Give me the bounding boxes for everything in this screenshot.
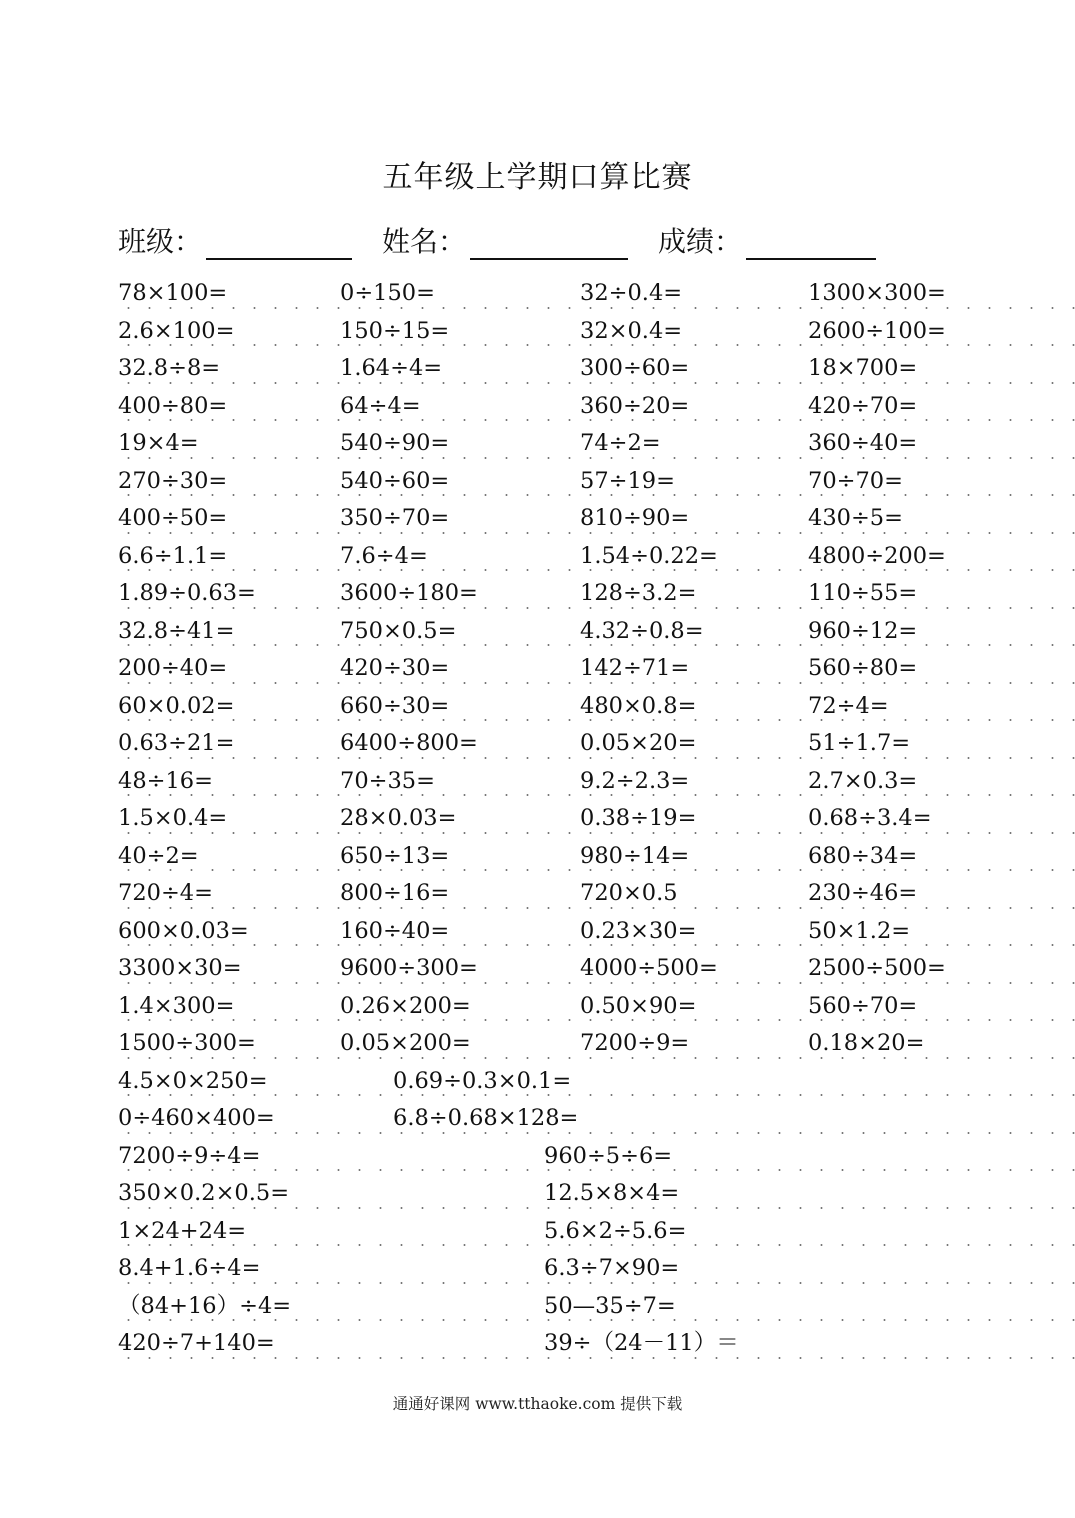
problem-item xyxy=(808,425,919,463)
problem-row xyxy=(0,313,1075,351)
problem-item xyxy=(118,838,201,876)
problem-text: 50×1.2= xyxy=(808,917,911,944)
problem-row xyxy=(0,538,1075,576)
problem-item xyxy=(118,763,215,801)
problem-item xyxy=(808,575,919,613)
problem-text: 560÷80= xyxy=(808,655,918,681)
problem-text: 1.4×300= xyxy=(118,992,235,1019)
problem-text: 420÷70= xyxy=(808,392,918,419)
problem-item xyxy=(340,725,480,763)
problem-text: 9.2÷2.3= xyxy=(580,767,690,794)
problem-text: 800÷16= xyxy=(340,880,450,906)
problem-item xyxy=(118,650,229,688)
problem-item xyxy=(118,688,236,726)
problem-text: 720×0.5 xyxy=(580,880,678,906)
problem-text: 74÷2= xyxy=(580,430,661,456)
problem-item xyxy=(580,763,691,801)
problem-text: 3600÷180= xyxy=(340,580,478,606)
problem-item xyxy=(340,875,451,913)
problem-text: 72÷4= xyxy=(808,692,889,719)
problem-item xyxy=(808,688,891,726)
problem-item xyxy=(118,575,258,613)
problem-item xyxy=(808,1025,926,1063)
problem-item xyxy=(808,613,919,651)
problem-item xyxy=(580,538,720,576)
problem-text: 2.6×100= xyxy=(118,317,235,344)
problem-item xyxy=(808,538,948,576)
page-title: 五年级上学期口算比赛 xyxy=(382,160,693,195)
problem-row xyxy=(0,1025,1075,1063)
problem-text: 750×0.5= xyxy=(340,617,457,644)
problem-item xyxy=(808,800,934,838)
problem-text: 200÷40= xyxy=(118,655,228,681)
problem-item xyxy=(808,350,919,388)
problem-item xyxy=(580,838,691,876)
problem-item xyxy=(580,913,698,951)
problem-text: 400÷50= xyxy=(118,505,228,531)
problem-row xyxy=(0,1325,1075,1363)
problem-item xyxy=(580,463,677,501)
problem-text: 2.7×0.3= xyxy=(808,767,918,794)
problem-text: 0.50×90= xyxy=(580,992,697,1019)
problem-item xyxy=(118,1325,277,1363)
problem-row xyxy=(0,613,1075,651)
problem-row xyxy=(0,688,1075,726)
problem-item xyxy=(580,275,684,313)
problem-item xyxy=(544,1250,681,1288)
problem-item xyxy=(118,725,236,763)
problem-text: 128÷3.2= xyxy=(580,580,697,606)
problem-text: 64÷4= xyxy=(340,392,421,419)
problem-item xyxy=(340,313,451,351)
problem-row xyxy=(0,650,1075,688)
problem-item xyxy=(340,613,458,651)
problem-row xyxy=(0,950,1075,988)
problem-item xyxy=(808,500,905,538)
problem-text: 6.6÷1.1= xyxy=(118,542,228,569)
problem-text: 360÷40= xyxy=(808,430,918,456)
problem-text: 400÷80= xyxy=(118,392,228,419)
problem-item xyxy=(808,388,919,426)
problem-row xyxy=(0,913,1075,951)
problem-row xyxy=(0,800,1075,838)
problem-item xyxy=(580,725,698,763)
problem-text: 0÷460×400= xyxy=(118,1105,275,1131)
problem-item xyxy=(580,388,691,426)
problem-item xyxy=(808,838,919,876)
problem-text: 39÷（24－11）＝ xyxy=(544,1330,739,1356)
problem-item xyxy=(580,613,706,651)
problem-item xyxy=(544,1138,674,1176)
problem-text: 7200÷9÷4= xyxy=(118,1142,261,1169)
problem-text: 32×0.4= xyxy=(580,317,683,344)
problem-row xyxy=(0,763,1075,801)
problem-text: 78×100= xyxy=(118,280,228,306)
problem-item xyxy=(340,650,451,688)
class-label: 班级： xyxy=(118,225,203,258)
problem-text: 51÷1.7= xyxy=(808,730,911,756)
problem-item xyxy=(580,875,680,913)
problem-item xyxy=(580,313,684,351)
problem-item xyxy=(808,988,919,1026)
problem-text: 1×24+24= xyxy=(118,1217,247,1244)
problem-item xyxy=(340,463,451,501)
problem-text: 420÷30= xyxy=(340,655,450,681)
problem-row xyxy=(0,500,1075,538)
problem-row xyxy=(0,1288,1075,1326)
problem-item xyxy=(118,950,244,988)
problem-text: 350×0.2×0.5= xyxy=(118,1180,290,1206)
problem-item xyxy=(340,538,430,576)
problem-text: 142÷71= xyxy=(580,655,690,681)
problem-text: 230÷46= xyxy=(808,880,918,906)
problem-item xyxy=(118,500,229,538)
problem-item xyxy=(118,875,215,913)
problem-row xyxy=(0,575,1075,613)
problem-item xyxy=(118,538,229,576)
problem-item xyxy=(580,988,698,1026)
problem-row xyxy=(0,275,1075,313)
problem-text: 50—35÷7= xyxy=(544,1292,676,1319)
problem-text: 300÷60= xyxy=(580,355,690,381)
problem-item xyxy=(118,1138,262,1176)
problem-item xyxy=(340,688,451,726)
problem-item xyxy=(118,613,236,651)
problem-text: 12.5×8×4= xyxy=(544,1180,680,1206)
problem-item xyxy=(340,988,473,1026)
problem-text: 48÷16= xyxy=(118,767,213,794)
problem-text: 19×4= xyxy=(118,430,199,456)
problem-row xyxy=(0,1175,1075,1213)
problem-text: 420÷7+140= xyxy=(118,1330,275,1356)
problem-row xyxy=(0,1063,1075,1101)
problem-text: 650÷13= xyxy=(340,842,450,869)
problem-text: 57÷19= xyxy=(580,467,675,494)
problem-row xyxy=(0,1138,1075,1176)
problem-item xyxy=(808,725,912,763)
problem-item xyxy=(393,1100,580,1138)
problem-text: 0÷150= xyxy=(340,280,435,306)
problem-text: 150÷15= xyxy=(340,317,450,344)
problem-row xyxy=(0,988,1075,1026)
problem-item xyxy=(118,275,229,313)
problem-item xyxy=(340,800,458,838)
problem-row xyxy=(0,463,1075,501)
problem-text: 6.3÷7×90= xyxy=(544,1255,680,1281)
problem-item xyxy=(808,650,919,688)
problem-text: 560÷70= xyxy=(808,992,918,1019)
problem-text: 4.32÷0.8= xyxy=(580,617,704,644)
problem-item xyxy=(340,763,437,801)
problem-text: 18×700= xyxy=(808,355,918,381)
problem-item xyxy=(118,313,236,351)
name-label: 姓名： xyxy=(382,225,467,258)
problem-item xyxy=(340,275,437,313)
problem-text: 980÷14= xyxy=(580,842,690,869)
problem-item xyxy=(580,575,698,613)
problem-item xyxy=(544,1175,681,1213)
problem-item xyxy=(580,688,698,726)
problem-text: 660÷30= xyxy=(340,692,450,719)
problem-item xyxy=(808,913,912,951)
problem-text: 1.89÷0.63= xyxy=(118,580,256,606)
problem-text: 600×0.03= xyxy=(118,917,249,944)
problem-text: 6400÷800= xyxy=(340,730,478,756)
problem-text: 0.69÷0.3×0.1= xyxy=(393,1067,572,1094)
problem-text: 70÷70= xyxy=(808,467,903,494)
problem-text: 4800÷200= xyxy=(808,542,946,569)
problem-text: 720÷4= xyxy=(118,880,213,906)
problem-row xyxy=(0,725,1075,763)
problem-text: 540÷90= xyxy=(340,430,450,456)
problem-text: 960÷12= xyxy=(808,617,918,644)
problem-text: 0.05×200= xyxy=(340,1030,471,1056)
problem-item xyxy=(580,425,663,463)
problem-text: 40÷2= xyxy=(118,842,199,869)
problem-item xyxy=(808,313,948,351)
problem-item xyxy=(580,950,720,988)
problem-text: 7.6÷4= xyxy=(340,542,428,569)
problem-item xyxy=(808,463,905,501)
problem-item xyxy=(808,763,919,801)
problem-item xyxy=(340,425,451,463)
problem-text: 680÷34= xyxy=(808,842,918,869)
problem-text: 8.4+1.6÷4= xyxy=(118,1255,261,1281)
problem-item xyxy=(340,1025,473,1063)
problem-item xyxy=(118,350,222,388)
problem-text: 1.5×0.4= xyxy=(118,805,228,831)
problem-text: 4.5×0×250= xyxy=(118,1067,268,1094)
problem-row xyxy=(0,838,1075,876)
problem-text: 0.63÷21= xyxy=(118,730,235,756)
problem-text: 9600÷300= xyxy=(340,955,478,981)
problem-text: 1300×300= xyxy=(808,280,946,306)
problem-item xyxy=(580,500,691,538)
problem-text: 480×0.8= xyxy=(580,692,697,719)
score-label: 成绩： xyxy=(658,225,743,258)
problem-item xyxy=(340,913,451,951)
problem-row xyxy=(0,388,1075,426)
problem-row xyxy=(0,1250,1075,1288)
problem-text: 3300×30= xyxy=(118,955,242,981)
problem-text: 960÷5÷6= xyxy=(544,1142,673,1169)
problem-text: 70÷35= xyxy=(340,767,435,794)
problem-item xyxy=(118,913,251,951)
problem-text: （84+16）÷4= xyxy=(118,1292,292,1319)
problem-item xyxy=(340,950,480,988)
problem-text: 1500÷300= xyxy=(118,1030,256,1056)
problem-text: 6.8÷0.68×128= xyxy=(393,1105,579,1131)
problem-item xyxy=(118,463,229,501)
problem-text: 810÷90= xyxy=(580,505,690,531)
problem-item xyxy=(118,988,236,1026)
problem-item xyxy=(118,1175,291,1213)
problem-item xyxy=(808,275,948,313)
problem-text: 7200÷9= xyxy=(580,1030,690,1056)
problem-text: 60×0.02= xyxy=(118,692,235,719)
problem-item xyxy=(544,1288,678,1326)
problem-text: 160÷40= xyxy=(340,917,450,944)
problem-item xyxy=(118,1063,270,1101)
problem-item xyxy=(340,838,451,876)
problem-text: 110÷55= xyxy=(808,580,918,606)
problem-item xyxy=(118,1250,262,1288)
problem-text: 0.68÷3.4= xyxy=(808,805,932,831)
problem-text: 350÷70= xyxy=(340,505,450,531)
problem-item xyxy=(808,950,948,988)
problem-text: 2500÷500= xyxy=(808,955,946,981)
problem-text: 2600÷100= xyxy=(808,317,946,344)
problem-item xyxy=(393,1063,573,1101)
problem-text: 1.64÷4= xyxy=(340,355,443,381)
problem-row xyxy=(0,875,1075,913)
problem-row xyxy=(0,1100,1075,1138)
problem-item xyxy=(118,1288,293,1326)
problem-text: 270÷30= xyxy=(118,467,228,494)
problem-text: 1.54÷0.22= xyxy=(580,542,718,569)
problem-item xyxy=(118,1025,258,1063)
problem-text: 0.05×20= xyxy=(580,730,697,756)
problem-row xyxy=(0,425,1075,463)
problem-text: 32÷0.4= xyxy=(580,280,683,306)
problem-item xyxy=(118,1100,277,1138)
problem-text: 32.8÷8= xyxy=(118,355,221,381)
problem-text: 360÷20= xyxy=(580,392,690,419)
problem-item xyxy=(340,350,444,388)
problem-item xyxy=(580,1025,691,1063)
footer-source: 通通好课网 www.tthaoke.com 提供下载 xyxy=(392,1395,683,1413)
problem-item xyxy=(580,650,691,688)
problem-item xyxy=(118,1213,248,1251)
problem-item xyxy=(580,350,691,388)
problem-item xyxy=(340,388,423,426)
problem-item xyxy=(340,500,451,538)
problem-text: 5.6×2÷5.6= xyxy=(544,1217,687,1244)
problem-item xyxy=(580,800,698,838)
problem-item xyxy=(118,388,229,426)
problem-text: 0.18×20= xyxy=(808,1030,925,1056)
problem-text: 430÷5= xyxy=(808,505,903,531)
problem-item xyxy=(544,1213,688,1251)
problem-item xyxy=(808,875,919,913)
problem-text: 0.26×200= xyxy=(340,992,471,1019)
problem-item xyxy=(544,1325,741,1363)
problem-text: 32.8÷41= xyxy=(118,617,235,644)
problem-item xyxy=(118,800,229,838)
problem-item xyxy=(340,575,480,613)
problem-text: 4000÷500= xyxy=(580,955,718,981)
problem-text: 0.38÷19= xyxy=(580,805,697,831)
problem-text: 540÷60= xyxy=(340,467,450,494)
problem-item xyxy=(118,425,201,463)
problem-text: 0.23×30= xyxy=(580,917,697,944)
problem-row xyxy=(0,1213,1075,1251)
problem-text: 28×0.03= xyxy=(340,805,457,831)
problem-row xyxy=(0,350,1075,388)
